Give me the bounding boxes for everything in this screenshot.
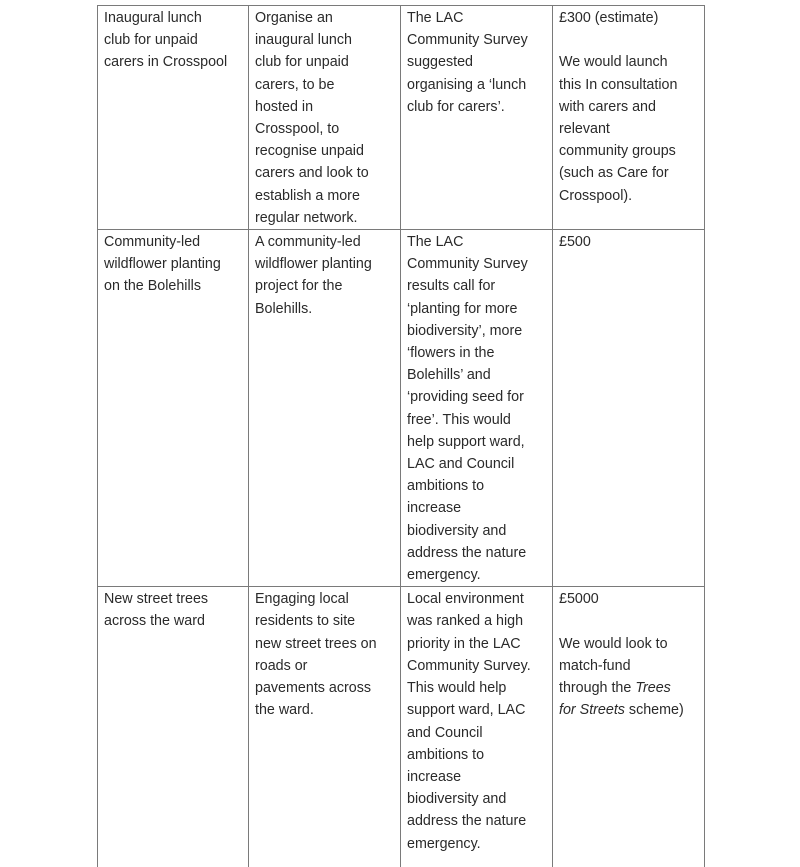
text-line: Inaugural lunch — [104, 10, 202, 26]
text-line: address the nature — [407, 544, 527, 561]
text-line: This would help — [407, 680, 507, 697]
text-line: The LAC — [407, 234, 464, 251]
text-line: inaugural lunch — [255, 32, 352, 49]
text-line: results call for — [407, 278, 496, 295]
project-name-cell — [98, 6, 249, 230]
text-line: carers, to be — [255, 76, 335, 93]
text-line: Engaging local — [255, 591, 349, 608]
text-line: A community-led — [255, 234, 361, 251]
text-line: across the ward — [104, 613, 205, 630]
text-line: biodiversity and — [407, 522, 507, 539]
text-line: recognise unpaid — [255, 143, 364, 160]
table-row — [98, 6, 705, 230]
project-name-cell — [98, 587, 249, 867]
text-line: regular network. — [255, 209, 358, 226]
text-line: address the nature — [407, 813, 527, 830]
text-line: on the Bolehills — [104, 278, 201, 295]
text-line: emergency. — [407, 567, 481, 584]
proposals-table — [97, 5, 705, 867]
text-line: ambitions to — [407, 478, 485, 495]
table-row — [98, 230, 705, 587]
text-line: establish a more — [255, 187, 360, 204]
text-line: LAC and Council — [407, 456, 515, 473]
text-line: The LAC — [407, 10, 464, 26]
text-line: biodiversity’, more — [407, 322, 523, 339]
text-line: Community Survey. — [407, 657, 531, 674]
text-line: wildflower planting — [255, 256, 372, 273]
italic-text: Trees — [635, 680, 671, 697]
text-line: match-fund — [559, 657, 631, 674]
text-line: help support ward, — [407, 433, 525, 450]
text-line: club for carers’. — [407, 98, 505, 115]
cost-cell — [553, 230, 705, 587]
text-line: ‘flowers in the — [407, 345, 495, 362]
rationale-cell — [401, 587, 553, 867]
text-line: Community Survey — [407, 32, 528, 49]
text-line: relevant — [559, 121, 610, 137]
text-line: project for the — [255, 278, 343, 295]
text-line: Local environment — [407, 591, 524, 608]
text-line: increase — [407, 768, 462, 785]
text-line: increase — [407, 500, 462, 517]
description-cell — [249, 230, 401, 587]
text-line: ‘providing seed for — [407, 389, 524, 406]
description-cell — [249, 6, 401, 230]
cost-cell — [553, 587, 705, 867]
text-line: Crosspool). — [559, 187, 633, 204]
text-line: carers in Crosspool — [104, 54, 228, 71]
text-line: hosted in — [255, 98, 314, 115]
text-line — [559, 699, 699, 721]
cost-cell — [553, 6, 705, 230]
text-line: We would launch — [559, 54, 668, 71]
text-line: (such as Care for — [559, 165, 669, 182]
table-row — [98, 587, 705, 867]
text-line: ambitions to — [407, 746, 485, 763]
text-line: Bolehills’ and — [407, 367, 491, 384]
text-line: Bolehills. — [255, 300, 313, 317]
text-line: biodiversity and — [407, 791, 507, 808]
text-line: We would look to — [559, 635, 668, 652]
text-line: Crosspool, to — [255, 121, 340, 138]
text-line: new street trees on — [255, 635, 377, 652]
text-line: £500 — [559, 234, 591, 251]
text-line: wildflower planting — [104, 256, 221, 273]
text-line: priority in the LAC — [407, 635, 521, 652]
text-line: Organise an — [255, 10, 333, 26]
text-line: organising a ‘lunch — [407, 76, 527, 93]
text-segment: scheme) — [624, 702, 684, 719]
text-line: club for unpaid — [104, 32, 198, 49]
text-line: pavements across — [255, 680, 372, 697]
text-line: community groups — [559, 143, 676, 160]
text-line: emergency. — [407, 835, 481, 852]
text-line: was ranked a high — [407, 613, 524, 630]
text-line: £300 (estimate) — [559, 10, 659, 26]
text-line: this In consultation — [559, 76, 678, 93]
project-name-cell — [98, 230, 249, 587]
text-segment: through the — [559, 680, 636, 697]
text-line: suggested — [407, 54, 473, 71]
rationale-cell — [401, 6, 553, 230]
text-line: roads or — [255, 657, 308, 674]
text-line: Community Survey — [407, 256, 528, 273]
text-line: Community-led — [104, 234, 201, 251]
text-line: and Council — [407, 724, 483, 741]
text-line: carers and look to — [255, 165, 369, 182]
text-line: club for unpaid — [255, 54, 349, 71]
text-line: ‘planting for more — [407, 300, 518, 317]
description-cell — [249, 587, 401, 867]
text-line: the ward. — [255, 702, 314, 719]
text-line: New street trees — [104, 591, 209, 608]
text-line — [559, 610, 699, 632]
text-line: free’. This would — [407, 411, 511, 428]
text-line — [559, 677, 699, 699]
text-line: support ward, LAC — [407, 702, 526, 719]
italic-text: for Streets — [559, 702, 625, 719]
text-line: £5000 — [559, 591, 599, 608]
text-line — [559, 29, 699, 51]
text-line: residents to site — [255, 613, 356, 630]
rationale-cell — [401, 230, 553, 587]
text-line: with carers and — [559, 98, 656, 115]
